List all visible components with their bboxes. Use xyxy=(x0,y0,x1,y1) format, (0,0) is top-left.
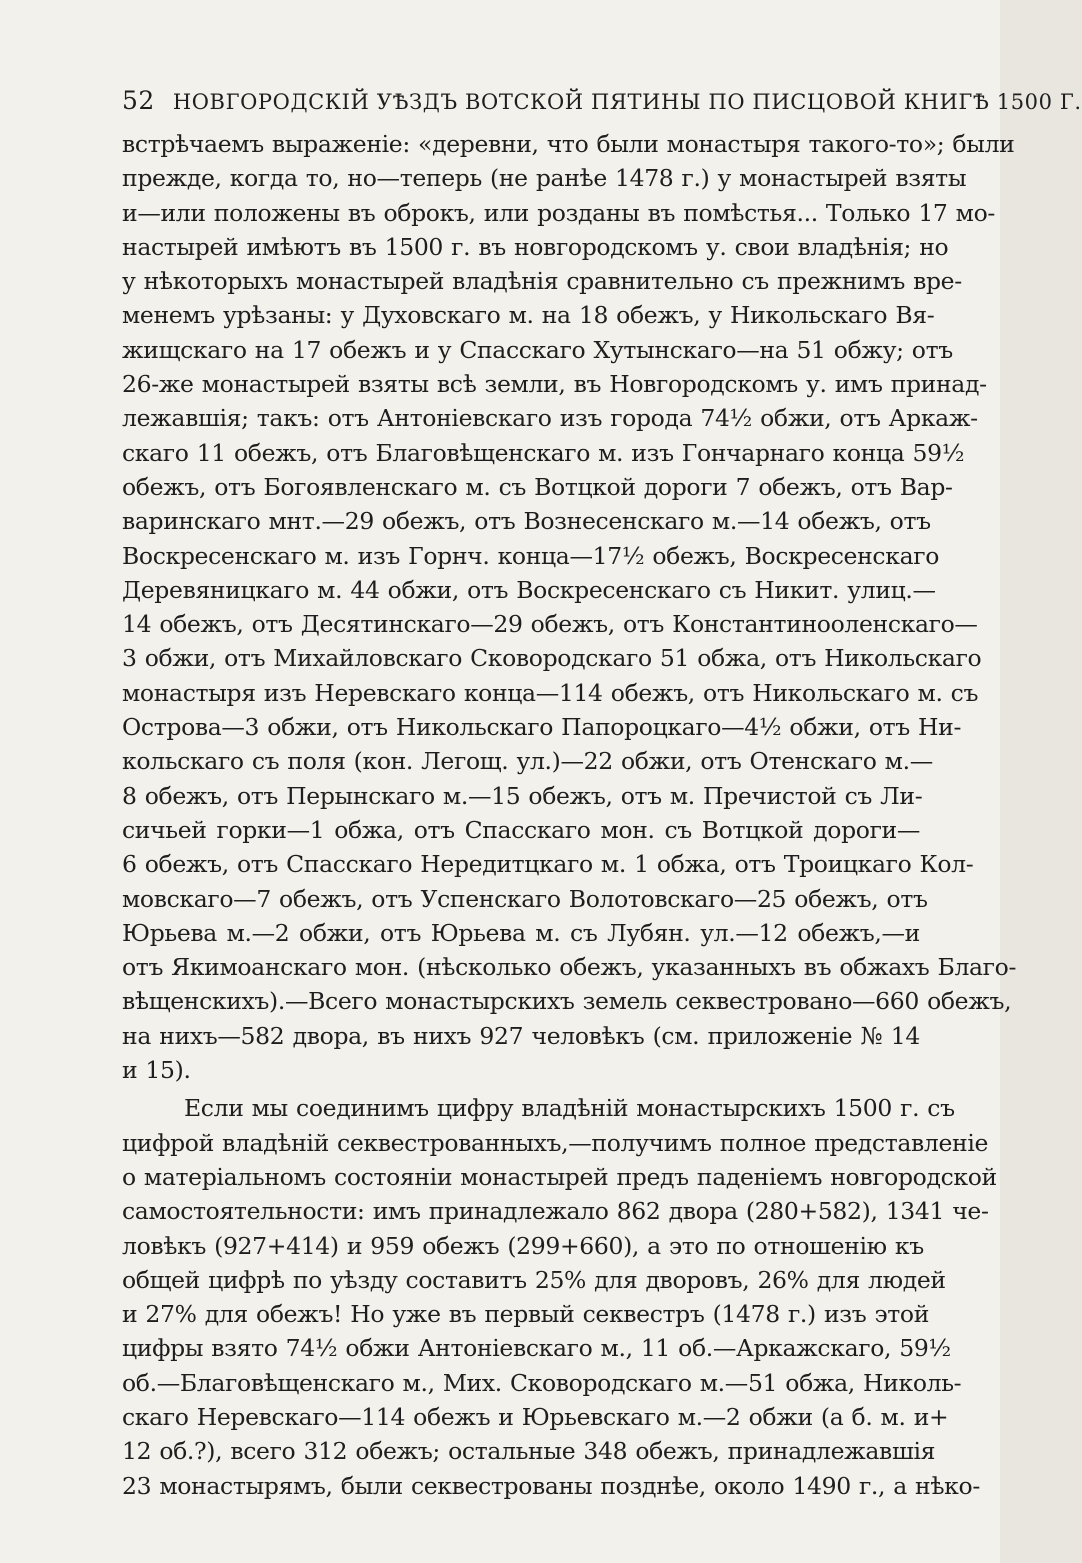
text-line: общей цифрѣ по уѣзду составитъ 25% для дворовъ, 26% для людей xyxy=(122,1265,946,1294)
text-line: 6 обежъ, отъ Спасскаго Нередитцкаго м. 1 обжа, отъ Троицкаго Кол- xyxy=(122,850,974,879)
text-line: лежавшія; такъ: отъ Антоніевскаго изъ города 74½ обжи, отъ Аркаж- xyxy=(122,404,978,433)
text-line: о матеріальномъ состояніи монастырей предъ паденіемъ новгородской xyxy=(122,1162,997,1191)
text-line: цифрой владѣній секвестрованныхъ,—получимъ полное представленіе xyxy=(122,1128,989,1157)
text-line: отъ Якимоанскаго мон. (нѣсколько обежъ, указанныхъ въ обжахъ Благо- xyxy=(122,953,1017,982)
text-line: об.—Благовѣщенскаго м., Мих. Сковородскаго м.—51 обжа, Николь- xyxy=(122,1368,962,1397)
text-line: и—или положены въ оброкъ, или розданы въ помѣстья... Только 17 мо- xyxy=(122,198,995,227)
text-line: ловѣкъ (927+414) и 959 обежъ (299+660), а это по отношенію къ xyxy=(122,1231,924,1260)
text-line: настырей имѣютъ въ 1500 г. въ новгородскомъ у. свои владѣнія; но xyxy=(122,232,949,261)
text-line: Юрьева м.—2 обжи, отъ Юрьева м. съ Лубян. ул.—12 обежъ,—и xyxy=(122,918,920,947)
text-line: у нѣкоторыхъ монастырей владѣнія сравнительно съ прежнимъ вре- xyxy=(122,267,962,296)
text-line: скаго 11 обежъ, отъ Благовѣщенскаго м. изъ Гончарнаго конца 59½ xyxy=(122,438,965,467)
text-line: варинскаго мнт.—29 обежъ, отъ Вознесенскаго м.—14 обежъ, отъ xyxy=(122,507,931,536)
text-line: монастыря изъ Неревскаго конца—114 обежъ, отъ Никольскаго м. съ xyxy=(122,678,979,707)
text-line: мовскаго—7 обежъ, отъ Успенскаго Волотовскаго—25 обежъ, отъ xyxy=(122,884,928,913)
text-line: прежде, когда то, но—теперь (не ранѣе 1478 г.) у монастырей взяты xyxy=(122,164,967,193)
text-line: Если мы соединимъ цифру владѣній монастырскихъ 1500 г. съ xyxy=(184,1094,955,1123)
text-line: и 15). xyxy=(122,1056,191,1085)
text-line: 14 обежъ, отъ Десятинскаго—29 обежъ, отъ Константинооленскаго— xyxy=(122,610,978,639)
text-line: кольскаго съ поля (кон. Легощ. ул.)—22 обжи, отъ Отенскаго м.— xyxy=(122,747,933,776)
text-line: вѣщенскихъ).—Всего монастырскихъ земель секвестровано—660 обежъ, xyxy=(122,987,1012,1016)
text-line: 12 об.?), всего 312 обежъ; остальные 348 обежъ, принадлежавшія xyxy=(122,1437,936,1466)
text-line: Острова—3 обжи, отъ Никольскаго Папороцкаго—4½ обжи, отъ Ни- xyxy=(122,713,962,742)
paragraph xyxy=(122,127,1017,1087)
paragraph xyxy=(122,1091,997,1503)
text-line: сичьей горки—1 обжа, отъ Спасскаго мон. съ Вотцкой дороги— xyxy=(122,815,920,844)
text-line: 26-же монастырей взяты всѣ земли, въ Новгородскомъ у. имъ принад- xyxy=(122,370,987,399)
text-line: 23 монастырямъ, были секвестрованы позднѣе, около 1490 г., а нѣко- xyxy=(122,1471,980,1500)
text-line: скаго Неревскаго—114 обежъ и Юрьевскаго м.—2 обжи (а б. м. и+ xyxy=(122,1402,949,1431)
text-line: самостоятельности: имъ принадлежало 862 двора (280+582), 1341 че- xyxy=(122,1197,989,1226)
text-line: на нихъ—582 двора, въ нихъ 927 человѣкъ (см. приложеніе № 14 xyxy=(122,1021,920,1050)
text-line: Воскресенскаго м. изъ Горнч. конца—17½ обежъ, Воскресенскаго xyxy=(122,541,940,570)
text-line: Деревяницкаго м. 44 обжи, отъ Воскресенскаго съ Никит. улиц.— xyxy=(122,575,936,604)
page-number: 52 xyxy=(122,86,155,115)
text-line: и 27% для обежъ! Но уже въ первый секвестръ (1478 г.) изъ этой xyxy=(122,1300,930,1329)
running-title: НОВГОРОДСКІЙ УѢЗДЪ ВОТСКОЙ ПЯТИНЫ ПО ПИСЦОВОЙ КНИГѢ 1500 Г. xyxy=(172,90,1082,114)
text-line: менемъ урѣзаны: у Духовскаго м. на 18 обежъ, у Никольскаго Вя- xyxy=(122,301,935,330)
text-line: встрѣчаемъ выраженіе: «деревни, что были монастыря такого-то»; были xyxy=(122,130,1015,158)
running-header xyxy=(122,86,1082,115)
body-text xyxy=(122,127,1017,1503)
text-line: жищскаго на 17 обежъ и у Спасскаго Хутынскаго—на 51 обжу; отъ xyxy=(122,335,953,364)
text-line: обежъ, отъ Богоявленскаго м. съ Вотцкой дороги 7 обежъ, отъ Вар- xyxy=(122,472,953,501)
text-line: 3 обжи, отъ Михайловскаго Сковородскаго 51 обжа, отъ Никольскаго xyxy=(122,644,982,673)
text-line: 8 обежъ, отъ Перынскаго м.—15 обежъ, отъ м. Пречистой съ Ли- xyxy=(122,781,923,810)
text-line: цифры взято 74½ обжи Антоніевскаго м., 11 об.—Аркажскаго, 59½ xyxy=(122,1334,951,1363)
